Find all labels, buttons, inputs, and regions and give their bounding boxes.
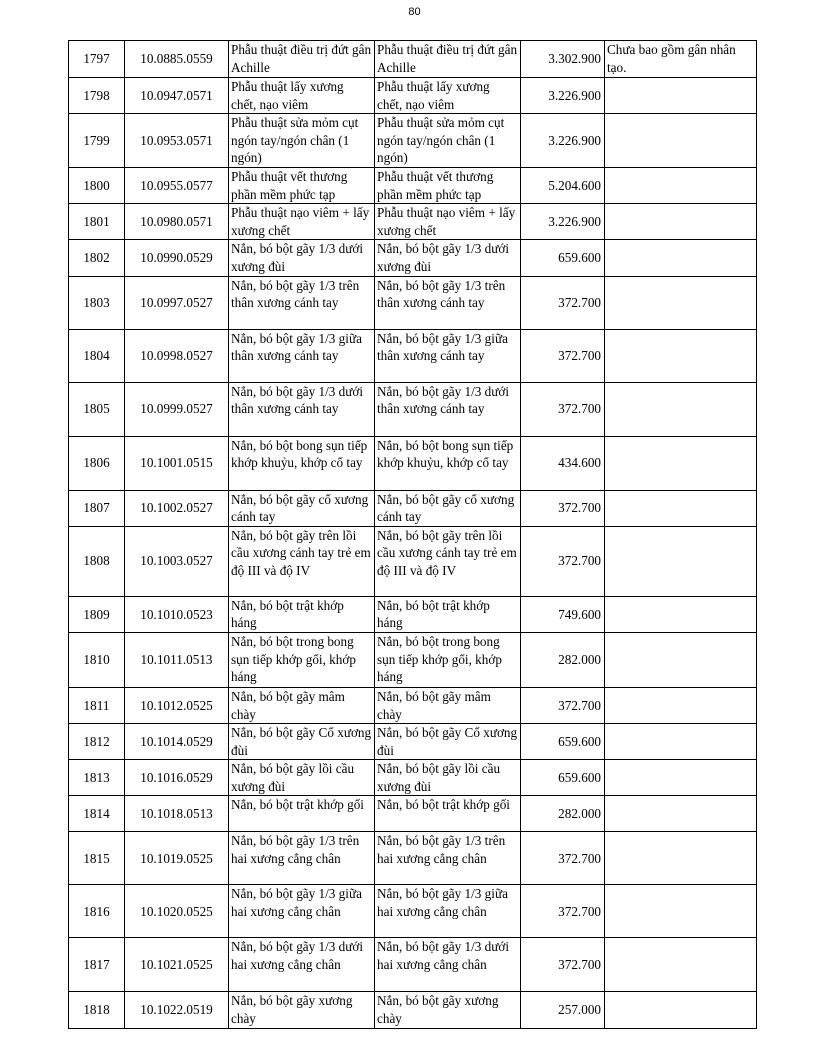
price: 372.700 [521,938,605,992]
row-number: 1812 [69,724,125,760]
service-code: 10.0885.0559 [125,41,229,78]
page-number: 80 [408,6,421,18]
service-name-approved: Nắn, bó bột gãy 1/3 trên thân xương cánh tay [375,276,521,329]
price: 3.226.900 [521,114,605,168]
service-code: 10.0980.0571 [125,204,229,240]
row-number: 1805 [69,382,125,436]
service-code: 10.1014.0529 [125,724,229,760]
note [605,885,757,938]
table-row [69,687,757,723]
service-code: 10.1010.0523 [125,596,229,632]
service-code: 10.1022.0519 [125,992,229,1028]
service-name: Nắn, bó bột trật khớp gối [229,796,375,832]
note [605,992,757,1028]
table-row [69,436,757,490]
service-name-approved: Nắn, bó bột gãy Cổ xương đùi [375,724,521,760]
table-row [69,41,757,78]
service-name: Phẫu thuật điều trị đứt gân Achille [229,41,375,78]
service-name: Nắn, bó bột gãy cổ xương cánh tay [229,490,375,526]
table-row [69,526,757,596]
service-name: Nắn, bó bột gãy 1/3 dưới thân xương cánh tay [229,382,375,436]
service-name-approved: Nắn, bó bột gãy 1/3 dưới thân xương cánh tay [375,382,521,436]
service-name-approved: Nắn, bó bột gãy 1/3 trên hai xương cẳng chân [375,832,521,885]
note [605,329,757,382]
row-number: 1798 [69,78,125,114]
service-name: Nắn, bó bột gãy 1/3 trên thân xương cánh tay [229,276,375,329]
price: 3.226.900 [521,204,605,240]
price: 372.700 [521,885,605,938]
price: 372.700 [521,687,605,723]
service-code: 10.0998.0527 [125,329,229,382]
price: 257.000 [521,992,605,1028]
price: 749.600 [521,596,605,632]
service-code: 10.0999.0527 [125,382,229,436]
note [605,276,757,329]
note [605,596,757,632]
table-row [69,832,757,885]
service-name-approved: Nắn, bó bột gãy 1/3 dưới xương đùi [375,240,521,276]
service-name-approved: Phẫu thuật nạo viêm + lấy xương chết [375,204,521,240]
table-row [69,760,757,796]
service-name: Phẫu thuật vết thương phần mềm phức tạp [229,167,375,203]
service-name: Nắn, bó bột gãy lồi cầu xương đùi [229,760,375,796]
table-row [69,382,757,436]
service-code: 10.1018.0513 [125,796,229,832]
table-row [69,78,757,114]
row-number: 1799 [69,114,125,168]
row-number: 1814 [69,796,125,832]
note [605,796,757,832]
note [605,382,757,436]
service-code: 10.1002.0527 [125,490,229,526]
price: 434.600 [521,436,605,490]
table-row [69,114,757,168]
note: Chưa bao gồm gân nhân tạo. [605,41,757,78]
table-row [69,276,757,329]
price: 372.700 [521,526,605,596]
note [605,724,757,760]
service-code: 10.1011.0513 [125,632,229,687]
service-name: Phẫu thuật lấy xương chết, nạo viêm [229,78,375,114]
service-name-approved: Phẫu thuật điều trị đứt gân Achille [375,41,521,78]
table-row [69,596,757,632]
row-number: 1807 [69,490,125,526]
table-row [69,796,757,832]
price: 5.204.600 [521,167,605,203]
note [605,687,757,723]
table-row [69,167,757,203]
price: 372.700 [521,382,605,436]
service-code: 10.1016.0529 [125,760,229,796]
note [605,490,757,526]
note [605,760,757,796]
service-code: 10.0953.0571 [125,114,229,168]
table-row [69,204,757,240]
service-code: 10.0990.0529 [125,240,229,276]
note [605,114,757,168]
service-code: 10.0947.0571 [125,78,229,114]
service-name-approved: Nắn, bó bột trong bong sụn tiếp khớp gối, khớp háng [375,632,521,687]
price: 659.600 [521,760,605,796]
table-row [69,885,757,938]
price: 372.700 [521,329,605,382]
service-code: 10.1021.0525 [125,938,229,992]
row-number: 1815 [69,832,125,885]
service-name-approved: Phẫu thuật lấy xương chết, nạo viêm [375,78,521,114]
row-number: 1813 [69,760,125,796]
service-code: 10.1001.0515 [125,436,229,490]
note [605,167,757,203]
row-number: 1810 [69,632,125,687]
service-name: Nắn, bó bột gãy 1/3 dưới xương đùi [229,240,375,276]
service-name-approved: Nắn, bó bột gãy xương chày [375,992,521,1028]
service-name: Nắn, bó bột gãy 1/3 giữa hai xương cẳng chân [229,885,375,938]
row-number: 1797 [69,41,125,78]
note [605,204,757,240]
row-number: 1808 [69,526,125,596]
service-name-approved: Nắn, bó bột gãy cổ xương cánh tay [375,490,521,526]
service-code: 10.1019.0525 [125,832,229,885]
price: 372.700 [521,832,605,885]
service-name-approved: Nắn, bó bột gãy mâm chày [375,687,521,723]
table-row [69,329,757,382]
note [605,938,757,992]
service-code: 10.0955.0577 [125,167,229,203]
service-code: 10.0997.0527 [125,276,229,329]
price: 282.000 [521,796,605,832]
row-number: 1817 [69,938,125,992]
table-row [69,632,757,687]
service-name-approved: Nắn, bó bột gãy trên lồi cầu xương cánh tay trẻ em độ III và độ IV [375,526,521,596]
price: 372.700 [521,490,605,526]
price: 659.600 [521,240,605,276]
service-name: Nắn, bó bột gãy Cổ xương đùi [229,724,375,760]
service-name-approved: Nắn, bó bột bong sụn tiếp khớp khuỷu, khớp cổ tay [375,436,521,490]
row-number: 1802 [69,240,125,276]
service-name: Nắn, bó bột gãy 1/3 trên hai xương cẳng chân [229,832,375,885]
price: 3.302.900 [521,41,605,78]
price: 282.000 [521,632,605,687]
service-name-approved: Nắn, bó bột gãy lồi cầu xương đùi [375,760,521,796]
service-code: 10.1003.0527 [125,526,229,596]
service-code: 10.1020.0525 [125,885,229,938]
service-name-approved: Nắn, bó bột gãy 1/3 giữa hai xương cẳng chân [375,885,521,938]
note [605,832,757,885]
table-body [69,41,757,1029]
row-number: 1816 [69,885,125,938]
service-name: Nắn, bó bột trật khớp háng [229,596,375,632]
service-name-approved: Nắn, bó bột gãy 1/3 giữa thân xương cánh tay [375,329,521,382]
price: 3.226.900 [521,78,605,114]
table-row [69,240,757,276]
note [605,78,757,114]
service-name-approved: Nắn, bó bột trật khớp háng [375,596,521,632]
price: 372.700 [521,276,605,329]
service-name: Nắn, bó bột bong sụn tiếp khớp khuỷu, khớp cổ tay [229,436,375,490]
service-name: Nắn, bó bột gãy 1/3 dưới hai xương cẳng chân [229,938,375,992]
row-number: 1800 [69,167,125,203]
row-number: 1818 [69,992,125,1028]
row-number: 1809 [69,596,125,632]
row-number: 1804 [69,329,125,382]
table-row [69,490,757,526]
note [605,436,757,490]
table-row [69,992,757,1028]
row-number: 1811 [69,687,125,723]
table-row [69,938,757,992]
price-table [68,40,757,1029]
note [605,526,757,596]
price: 659.600 [521,724,605,760]
service-name: Phẫu thuật nạo viêm + lấy xương chết [229,204,375,240]
row-number: 1803 [69,276,125,329]
service-code: 10.1012.0525 [125,687,229,723]
row-number: 1806 [69,436,125,490]
note [605,632,757,687]
service-name-approved: Phẫu thuật sửa mỏm cụt ngón tay/ngón chân (1 ngón) [375,114,521,168]
note [605,240,757,276]
service-name-approved: Nắn, bó bột gãy 1/3 dưới hai xương cẳng chân [375,938,521,992]
service-name: Nắn, bó bột gãy xương chày [229,992,375,1028]
service-name: Phẫu thuật sửa mỏm cụt ngón tay/ngón chân (1 ngón) [229,114,375,168]
table-row [69,724,757,760]
service-name: Nắn, bó bột gãy 1/3 giữa thân xương cánh tay [229,329,375,382]
service-name: Nắn, bó bột gãy trên lồi cầu xương cánh tay trẻ em độ III và độ IV [229,526,375,596]
service-name-approved: Nắn, bó bột trật khớp gối [375,796,521,832]
row-number: 1801 [69,204,125,240]
service-name-approved: Phẫu thuật vết thương phần mềm phức tạp [375,167,521,203]
service-name: Nắn, bó bột gãy mâm chày [229,687,375,723]
service-name: Nắn, bó bột trong bong sụn tiếp khớp gối, khớp háng [229,632,375,687]
